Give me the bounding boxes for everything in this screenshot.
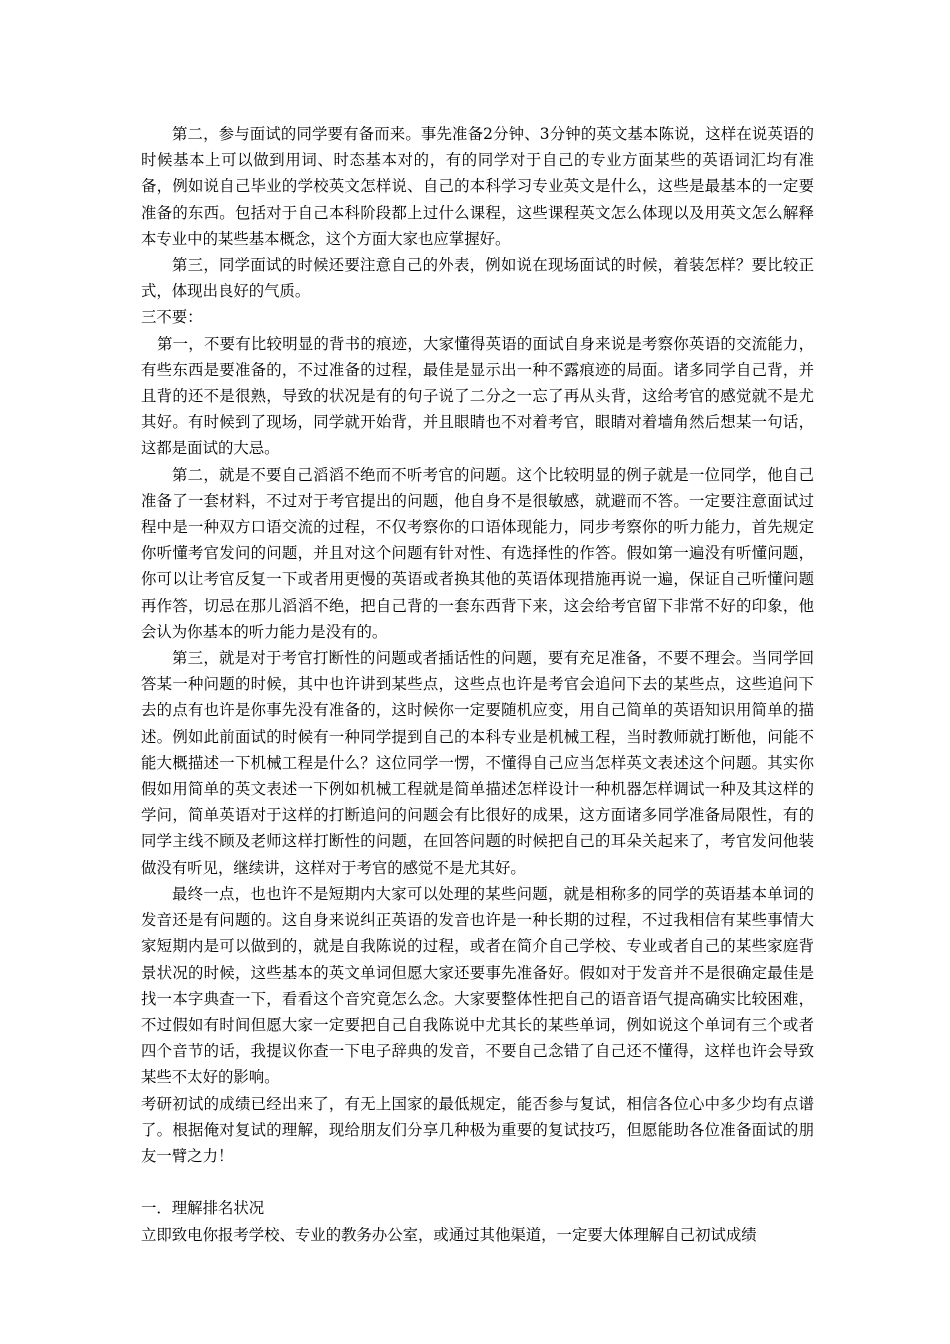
section-heading-ranking: 一．理解排名状况 bbox=[141, 1199, 265, 1218]
section-heading-three-donts: 三不要： bbox=[141, 308, 203, 327]
blank-line bbox=[141, 1169, 814, 1195]
paragraph-pronunciation: 最终一点，也也许不是短期内大家可以处理的某些问题，就是相称多的同学的英语基本单词的发音还是有问题的。这自身来说纠正英语的发音也许是一种长期的过程，不过我相信有某些事情大家短期内是可以做到的，就是自我陈说的过程，或者在简介自己学校、专业或者自己的某些家庭背景状况的时候，这些基本的英文单词但愿大家还要事先准备好。假如对于发音并不是很确定最佳是找一本字典查一下，看看这个音究竟怎么念。大家要整体性把自己的语音语气提高确实比较困难，不过假如有时间但愿大家一定要把自己自我陈说中尤其长的某些单词，例如说这个单词有三个或者四个音节的话，我提议你查一下电子辞典的发音，不要自己念错了自己还不懂得，这样也许会导致某些不太好的影响。 bbox=[141, 884, 814, 1087]
paragraph-no-recitation: 第一，不要有比较明显的背书的痕迹，大家懂得英语的面试自身来说是考察你英语的交流能力，有些东西是要准备的，不过准备的过程，最佳是显示出一种不露痕迹的局面。诸多同学自己背，并且背的还不是很熟，导致的状况是有的句子说了二分之一忘了再从头背，这给考官的感觉就不是尤其好。有时候到了现场，同学就开始背，并且眼睛也不对着考官，眼睛对着墙角然后想某一句话，这都是面试的大忌。 bbox=[141, 334, 814, 458]
paragraph-contact-office: 立即致电你报考学校、专业的教务办公室，或通过其他渠道，一定要大体理解自己初试成绩 bbox=[141, 1225, 757, 1244]
paragraph-appearance: 第三，同学面试的时候还要注意自己的外表，例如说在现场面试的时候，着装怎样？要比较正式，体现出良好的气质。 bbox=[141, 256, 814, 301]
document-body bbox=[141, 121, 814, 1248]
paragraph-intro-retest: 考研初试的成绩已经出来了，有无上国家的最低规定，能否参与复试，相信各位心中多少均有点谱了。根据俺对复试的理解，现给朋友们分享几种极为重要的复试技巧，但愿能助各位准备面试的朋友一臂之力！ bbox=[141, 1094, 814, 1165]
paragraph-listen-to-examiner: 第二，就是不要自己滔滔不绝而不听考官的问题。这个比较明显的例子就是一位同学，他自己准备了一套材料，不过对于考官提出的问题，他自身不是很敏感，就避而不答。一定要注意面试过程中是一种双方口语交流的过程，不仅考察你的口语体现能力，同步考察你的听力能力，首先规定你听懂考官发问的问题，并且对这个问题有针对性、有选择性的作答。假如第一遍没有听懂问题，你可以让考官反复一下或者用更慢的英语或者换其他的英语体现措施再说一遍，保证自己听懂问题再作答，切忌在那儿滔滔不绝，把自己背的一套东西背下来，这会给考官留下非常不好的印象，他会认为你基本的听力能力是没有的。 bbox=[141, 465, 814, 641]
paragraph-prepare-speech: 第二，参与面试的同学要有备而来。事先准备2分钟、3分钟的英文基本陈说，这样在说英语的时候基本上可以做到用词、时态基本对的，有的同学对于自己的专业方面某些的英语词汇均有准备，例如说自己毕业的学校英文怎样说、自己的本科学习专业英文是什么，这些是最基本的一定要准备的东西。包括对于自己本科阶段都上过什么课程，这些课程英文怎么体现以及用英文怎么解释本专业中的某些基本概念，这个方面大家也应掌握好。 bbox=[141, 125, 814, 248]
paragraph-interruptions: 第三，就是对于考官打断性的问题或者插话性的问题，要有充足准备，不要不理会。当同学回答某一种问题的时候，其中也许讲到某些点，这些点也许是考官会追问下去的某些点，这些追问下去的点有也许是你事先没有准备的，这时候你一定要随机应变，用自己简单的英语知识用简单的描述。例如此前面试的时候有一种同学提到自己的本科专业是机械工程，当时教师就打断他，问能不能大概描述一下机械工程是什么？这位同学一愣，不懂得自己应当怎样英文表述这个问题。其实你假如用简单的英文表述一下例如机械工程就是简单描述怎样设计一种机器怎样调试一种及其这样的学问，简单英语对于这样的打断追问的问题会有比很好的成果，这方面诸多同学准备局限性，有的同学主线不顾及老师这样打断性的问题，在回答问题的时候把自己的耳朵关起来了，考官发问他装做没有听见，继续讲，这样对于考官的感觉不是尤其好。 bbox=[141, 649, 814, 877]
